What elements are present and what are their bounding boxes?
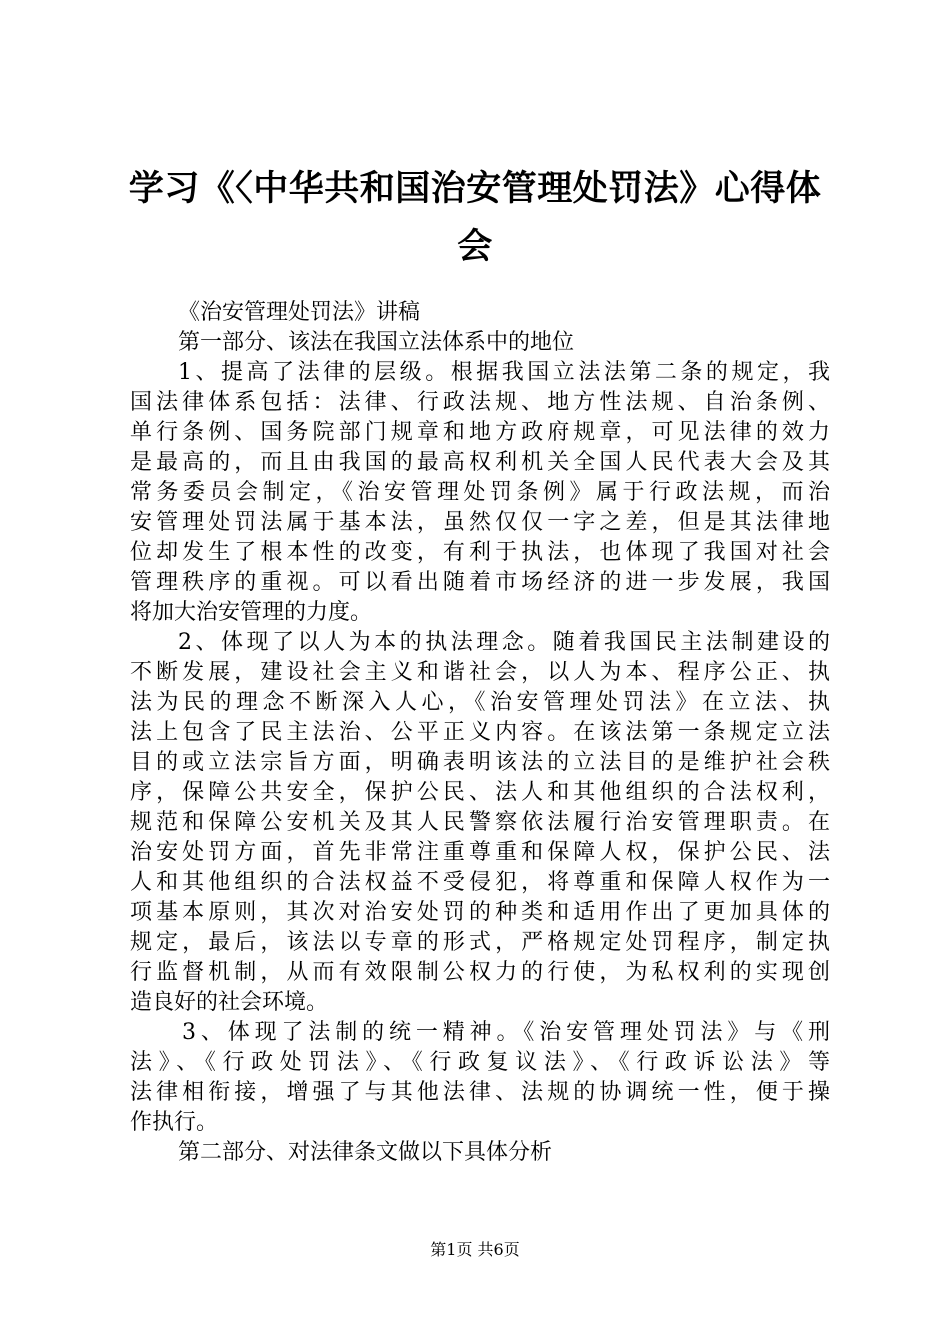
paragraph (130, 358, 830, 628)
paragraph-line: 第一部分、该法在我国立法体系中的地位 (178, 330, 575, 355)
paragraph-line: 管理秩序的重视。可以看出随着市场经济的进一步发展，我国 (130, 570, 830, 595)
paragraph (130, 628, 830, 1018)
document-body (130, 298, 830, 1168)
paragraph-line: 《治安管理处罚法》讲稿 (178, 300, 421, 325)
paragraph-line: 法上包含了民主法治、公平正义内容。在该法第一条规定立法 (130, 720, 830, 745)
paragraph-line: 规范和保障公安机关及其人民警察依法履行治安管理职责。在 (130, 810, 830, 835)
paragraph-line: 单行条例、国务院部门规章和地方政府规章，可见法律的效力 (130, 420, 830, 445)
paragraph-line: 行监督机制，从而有效限制公权力的行使，为私权利的实现创 (130, 960, 830, 985)
paragraph-line: 人和其他组织的合法权益不受侵犯，将尊重和保障人权作为一 (130, 870, 830, 895)
paragraph-line: 法律相衔接，增强了与其他法律、法规的协调统一性，便于操 (130, 1080, 830, 1105)
title-line-1: 学习《〈中华共和国治安管理处罚法》心得体 (128, 169, 822, 209)
paragraph-line: 序，保障公共安全，保护公民、法人和其他组织的合法权利， (130, 780, 830, 805)
paragraph-line: 目的或立法宗旨方面，明确表明该法的立法目的是维护社会秩 (130, 750, 830, 775)
paragraph-line: 是最高的，而且由我国的最高权利机关全国人民代表大会及其 (130, 450, 830, 475)
paragraph (130, 1018, 830, 1138)
paragraph-line: 位却发生了根本性的改变，有利于执法，也体现了我国对社会 (130, 540, 830, 565)
paragraph-line: 法》、《行政处罚法》、《行政复议法》、《行政诉讼法》等 (130, 1050, 830, 1075)
paragraph-line: 国法律体系包括：法律、行政法规、地方性法规、自治条例、 (130, 390, 830, 415)
paragraph-line: 3、体现了法制的统一精神。《治安管理处罚法》与《刑 (182, 1020, 830, 1045)
paragraph-line: 常务委员会制定，《治安管理处罚条例》属于行政法规，而治 (130, 480, 830, 505)
page-footer: 第1页 共6页 (430, 1240, 520, 1259)
document-title (118, 160, 832, 276)
paragraph-line: 项基本原则，其次对治安处罚的种类和适用作出了更加具体的 (130, 900, 830, 925)
paragraph-line: 1、提高了法律的层级。根据我国立法法第二条的规定，我 (178, 360, 830, 385)
paragraph-line: 法为民的理念不断深入人心，《治安管理处罚法》在立法、执 (130, 690, 830, 715)
paragraph-line: 造良好的社会环境。 (130, 990, 329, 1015)
paragraph-line: 治安处罚方面，首先非常注重尊重和保障人权，保护公民、法 (130, 840, 830, 865)
paragraph-line: 规定，最后，该法以专章的形式，严格规定处罚程序，制定执 (130, 930, 830, 955)
title-line-2: 会 (457, 227, 493, 267)
paragraph-line: 不断发展，建设社会主义和谐社会，以人为本、程序公正、执 (130, 660, 830, 685)
paragraph-line: 安管理处罚法属于基本法，虽然仅仅一字之差，但是其法律地 (130, 510, 830, 535)
paragraph-line: 第二部分、对法律条文做以下具体分析 (178, 1140, 553, 1165)
paragraph (130, 1138, 830, 1168)
paragraph-line: 作执行。 (130, 1110, 219, 1135)
paragraph-line: 将加大治安管理的力度。 (130, 600, 373, 625)
paragraph (130, 328, 830, 358)
paragraph (130, 298, 830, 328)
paragraph-line: 2、体现了以人为本的执法理念。随着我国民主法制建设的 (178, 630, 830, 655)
